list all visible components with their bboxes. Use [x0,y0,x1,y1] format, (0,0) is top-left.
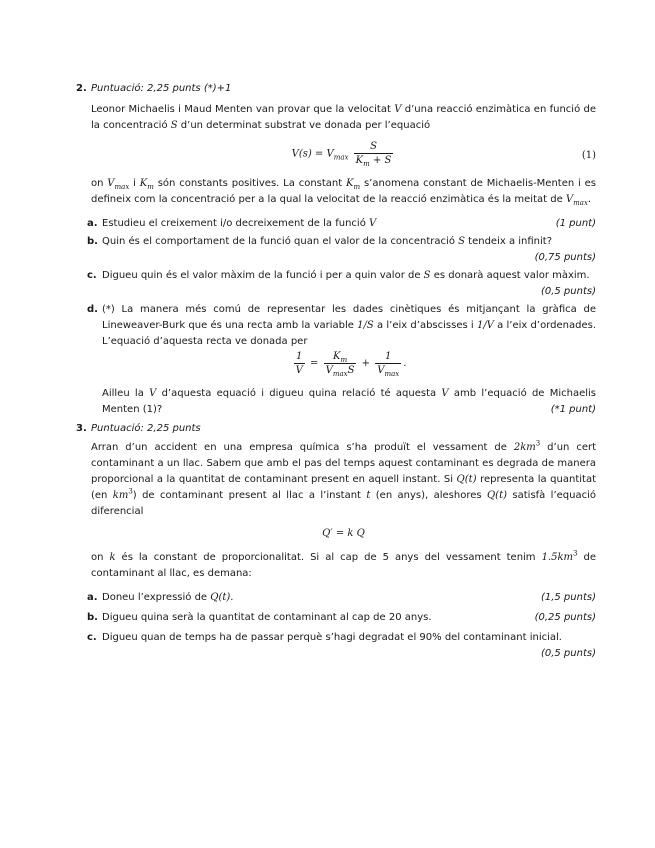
question-2b: b. Quin és el comportament de la funció quan el valor de la concentració S tendeix a infinit? [87,236,553,247]
problem-2-definition: on $V_{max}$ i $K_m$ són constants positives. La constant $K_m$ s’anomena constant de Michaelis-Menten i es defineix com la concentració per a la qual la velocitat de la reacció enzimàtica és la meitat de $V_{max}$. [91,178,597,207]
problem-3-heading [76,422,596,436]
problem-2-intro: Leonor Michaelis i Maud Menten van provar que la velocitat V d’una reacció enzimàtica en funció de la concentració S d’un determinat substrat ve donada per l’equació [91,104,596,131]
points-2b: (0,75 punts) [534,252,596,263]
points-3c: (0,5 punts) [540,648,596,659]
problem-2-heading [76,82,596,96]
question-2d-followup: Ailleu la V d’aquesta equació i digueu quina relació té aquesta V amb l’equació de Michaelis Menten (1)? (*1 punt) [102,386,596,418]
points-3a: (1,5 punts) [540,592,596,603]
problem-2-score: Puntuació: 2,25 punts (*)+1 [91,83,232,94]
michaelis-menten-equation: $V(s) = V_{max}$ $\frac{S}{K_m + S}$ (1) [291,141,596,168]
question-2d: d. (*) La manera més comú de representar les dades cinètiques és mitjançant la gràfica de Lineweaver-Burk que és una recta amb la variable 1/S a l’eix d’abscisses i 1/V a l’eix d’ordenades. L’equació d’aquesta recta ve donada per [87,304,596,347]
problem-3-number: 3. [76,423,87,434]
points-2d: (*1 punt) [550,404,596,415]
problem-3-intro: Arran d’un accident en una empresa química s’ha produït el vessament de $2km^3$ d’un cert contaminant a un llac. Sabem que amb el pas del temps aquest contaminant es degrada de manera proporcional a la quantitat de contaminant present en aquell instant. Si Q(t) representa la quantitat (en $km^3$) de contaminant present al llac a l’instant t (en anys), aleshores Q(t) satisfà l’equació diferencial [91,439,597,517]
problem-2 [76,82,596,418]
differential-equation: Q′ = k Q [322,528,365,539]
equation-fraction: $\frac{S}{K_m + S}$ [355,141,392,168]
question-2c: c. Digueu quin és el valor màxim de la funció i per a quin valor de S es donarà aquest valor màxim. [87,270,590,281]
question-3c: c. Digueu quan de temps ha de passar perquè s’hagi degradat el 90% del contaminant inicial. [87,632,562,643]
lineweaver-burk-equation: $\frac{1}{V}$ = $\frac{K_m}{V_{max}S}$ + $\frac{1}{V_{max}}$ . [295,351,407,378]
question-2a: a. (1 punt) Estudieu el creixement i/o decreixement de la funció V [102,216,596,232]
points-2c: (0,5 punts) [540,286,596,297]
question-3a: a. (1,5 punts) Doneu l’expressió de Q(t). [102,590,596,606]
question-3b: b. (0,25 punts) Digueu quina serà la quantitat de contaminant al cap de 20 anys. [102,610,596,626]
points-2a: (1 punt) [555,218,596,229]
equation-number: (1) [581,150,596,161]
points-3b: (0,25 punts) [534,612,596,623]
problem-3 [76,422,596,662]
problem-3-score: Puntuació: 2,25 punts [91,423,201,434]
problem-2-number: 2. [76,83,87,94]
problem-3-conditions: on k és la constant de proporcionalitat. Si al cap de 5 anys del vessament tenim $1.5km^3$ de contaminant al llac, es demana: [91,549,596,579]
